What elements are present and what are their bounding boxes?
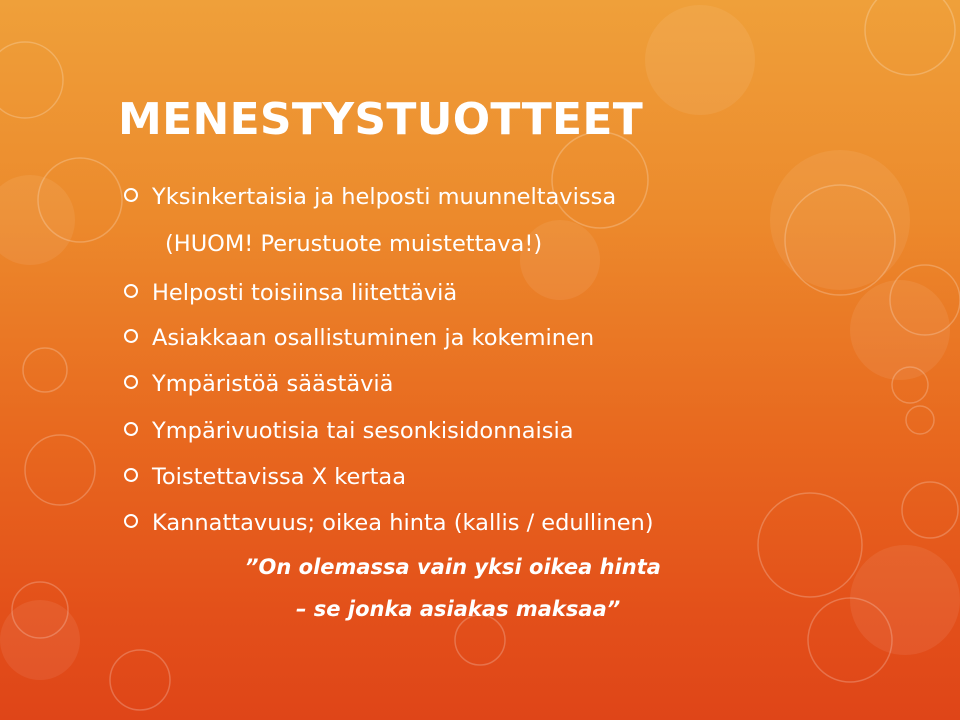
bokeh-circle (645, 5, 755, 115)
bokeh-ring (906, 406, 934, 434)
bullet-text: Ympärivuotisia tai sesonkisidonnaisia (152, 418, 574, 444)
sub-note: (HUOM! Perustuote muistettava!) (165, 231, 543, 257)
bokeh-ring (865, 0, 955, 75)
quote-line-2: – se jonka asiakas maksaa” (296, 597, 621, 621)
bokeh-ring (0, 42, 63, 118)
bullet-text: Kannattavuus; oikea hinta (kallis / edullinen) (152, 510, 654, 536)
bokeh-ring (902, 482, 958, 538)
hollow-circle-icon (124, 188, 138, 202)
hollow-circle-icon (124, 514, 138, 528)
bullet-text: Ympäristöä säästäviä (152, 371, 394, 397)
quote-line-1: ”On olemassa vain yksi oikea hinta (245, 555, 661, 579)
bullet-text: Helposti toisiinsa liitettäviä (152, 280, 458, 306)
hollow-circle-icon (124, 422, 138, 436)
bokeh-ring (455, 615, 505, 665)
bokeh-ring (110, 650, 170, 710)
bokeh-circle (850, 280, 950, 380)
bullet-text: Yksinkertaisia ja helposti muunneltavissa (152, 184, 617, 210)
slide-title: MENESTYSTUOTTEET (118, 94, 644, 145)
bokeh-circle (770, 150, 910, 290)
bokeh-circle (0, 175, 75, 265)
bokeh-ring (552, 132, 648, 228)
bokeh-circle (850, 545, 960, 655)
bullet-text: Toistettavissa X kertaa (152, 464, 406, 490)
bullet-text: Asiakkaan osallistuminen ja kokeminen (152, 325, 595, 351)
bokeh-ring (23, 348, 67, 392)
hollow-circle-icon (124, 375, 138, 389)
bokeh-ring (758, 493, 862, 597)
hollow-circle-icon (124, 284, 138, 298)
bokeh-ring (25, 435, 95, 505)
hollow-circle-icon (124, 329, 138, 343)
hollow-circle-icon (124, 468, 138, 482)
